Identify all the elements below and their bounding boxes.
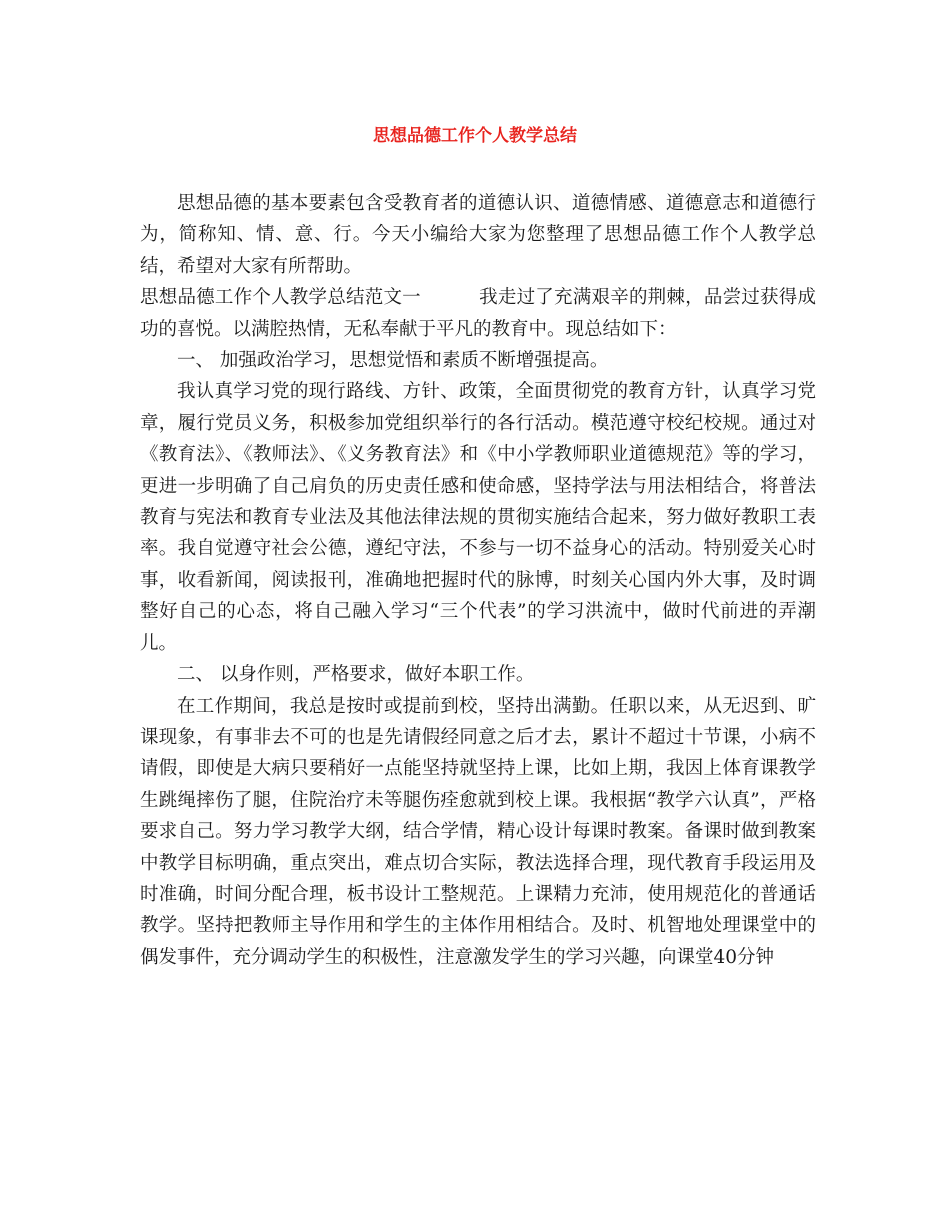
section-2-heading: 二、 以身作则，严格要求，做好本职工作。 [177,664,535,686]
section-1-body: 我认真学习党的现行路线、方针、政策，全面贯彻党的教育方针，认真学习党章，履行党员义务，积极参加党组织举行的各行活动。模范遵守校纪校规。通过对《教育法》、《教师法》、《义务教育法》和《中小学教师职业道德规范》等的学习，更进一步明确了自己肩负的历史责任感和使命感，坚持学法与用法相结合，将普法教育与宪法和教育专业法及其他法律法规的贯彻实施结合起来，努力做好教职工表率。我自觉遵守社会公德，遵纪守法，不参与一切不益身心的活动。特别爱关心时事，收看新闻，阅读报刊，准确地把握时代的脉博，时刻关心国内外大事，及时调整好自己的心态，将自己融入学习“三个代表”的学习洪流中，做时代前进的弄潮儿。 [140,381,816,654]
document-body [140,188,816,973]
sample-paragraph [140,282,816,345]
intro-paragraph: 思想品德的基本要素包含受教育者的道德认识、道德情感、道德意志和道德行为，简称知、情、意、行。今天小编给大家为您整理了思想品德工作个人教学总结，希望对大家有所帮助。 [140,193,816,277]
section-1-heading: 一、 加强政治学习，思想觉悟和素质不断增强提高。 [177,350,609,372]
section-2-body: 在工作期间，我总是按时或提前到校，坚持出满勤。任职以来，从无迟到、旷课现象，有事非去不可的也是先请假经同意之后才去，累计不超过十节课，小病不请假，即使是大病只要稍好一点能坚持就坚持上课，比如上期，我因上体育课教学生跳绳摔伤了腿，住院治疗未等腿伤痊愈就到校上课。我根据“教学六认真”，严格要求自己。努力学习教学大纲，结合学情，精心设计每课时教案。备课时做到教案中教学目标明确，重点突出，难点切合实际，教法选择合理，现代教育手段运用及时准确，时间分配合理，板书设计工整规范。上课精力充沛，使用规范化的普通话教学。坚持把教师主导作用和学生的主体作用相结合。及时、机智地处理课堂中的偶发事件，充分调动学生的积极性，注意激发学生的学习兴趣，向课堂40分钟 [140,695,816,968]
sample-heading: 思想品德工作个人教学总结范文一 [140,287,421,309]
document-title: 思想品德工作个人教学总结 [373,126,577,146]
sample-opening: 我走过了充满艰辛的荆棘，品尝过获得成功的喜悦。以满腔热情，无私奉献于平凡的教育中。现总结如下： [140,287,816,340]
